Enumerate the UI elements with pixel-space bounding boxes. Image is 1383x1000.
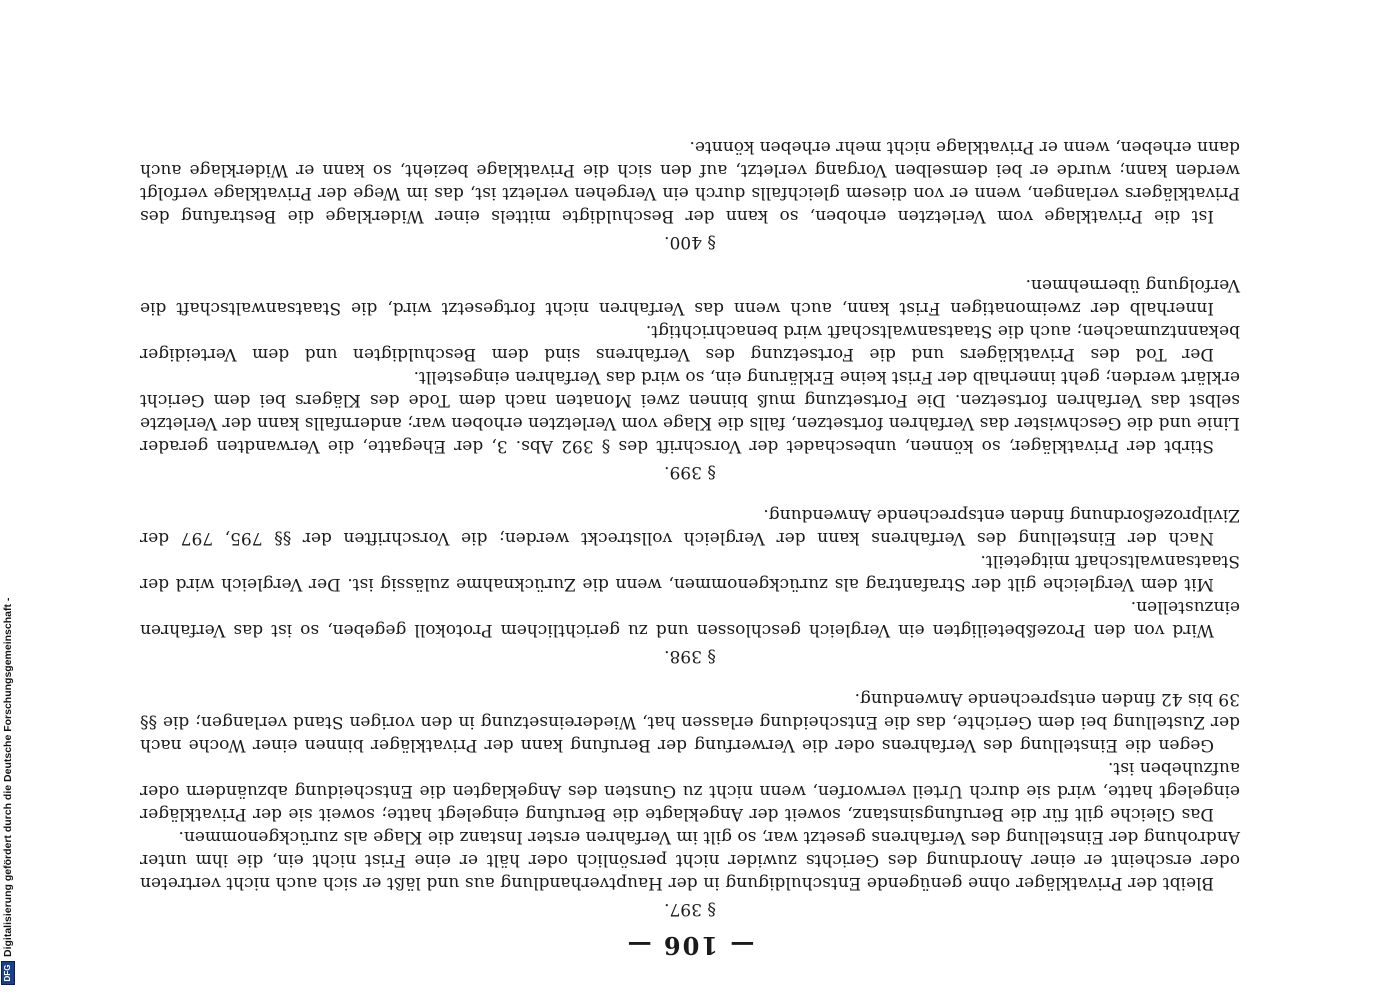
section-399	[140, 273, 1240, 483]
paragraph: Der Tod des Privatklägers und die Fortsetzung des Verfahrens sind dem Beschuldigten und dem Verteidiger bekanntzumachen; auch die Staatsanwaltschaft wird benachrichtigt.	[140, 321, 1240, 364]
paragraph: Mit dem Vergleiche gilt der Strafantrag als zurückgenommen, wenn die Zurücknahme zulässig ist. Der Vergleich wird der Staatsanwaltschaft mitgeteilt.	[140, 551, 1240, 594]
section-398	[140, 503, 1240, 667]
section-400	[140, 135, 1240, 253]
paragraph: Stirbt der Privatkläger, so können, unbeschadet der Vorschrift des § 392 Abs. 3, der Ehegatte, die Verwandten gerader Linie und die Geschwister das Verfahren fortsetzen, falls die Klage vom Verletzten erhoben war; andernfalls kann der Verletzte selbst das Verfahren fortsetzen. Die Fortsetzung muß binnen zwei Monaten nach dem Tode des Klägers bei dem Gericht erklärt werden; geht innerhalb der Frist keine Erklärung ein, so wird das Verfahren eingestellt.	[140, 367, 1240, 456]
funding-notice-text: Digitalisierung gefördert durch die Deutsche Forschungsgemeinschaft -	[2, 597, 14, 957]
paragraph: Innerhalb der zweimonatigen Frist kann, auch wenn das Verfahren nicht fortgesetzt wird, die Staatsanwaltschaft die Verfolgung übernehmen.	[140, 275, 1240, 318]
paragraph: Ist die Privatklage vom Verletzten erhoben, so kann der Beschuldigte mittels einer Widerklage die Bestrafung des Privatklägers verlangen, wenn er von diesem gleichfalls durch ein Vergehen verletzt ist, das im Wege der Privatklage verfolgt werden kann; wurde er bei demselben Vorgang verletzt, auf den sich die Privatklage bezieht, so kann er Widerklage auch dann erheben, wenn er Privatklage nicht mehr erheben könnte.	[140, 137, 1240, 226]
funding-notice	[1, 598, 15, 985]
section-title: § 398.	[664, 646, 716, 666]
section-397	[140, 687, 1240, 920]
page-text-rotated	[140, 40, 1240, 960]
paragraph: Wird von den Prozeßbeteiligten ein Vergleich geschlossen und zu gerichtlichem Protokoll gegeben, so ist das Verfahren einzustellen.	[140, 597, 1240, 640]
paragraph: Das Gleiche gilt für die Berufungsinstanz, soweit der Angeklagte die Berufung eingelegt hatte; soweit sie der Privatkläger eingelegt hatte, wird sie durch Urteil verworfen, wenn nicht zu Gunsten des Angeklagten die Entscheidung abzuändern oder aufzuheben ist.	[140, 758, 1240, 824]
page-number: — 106 —	[625, 931, 755, 960]
dfg-logo-icon: DFG	[1, 961, 15, 985]
paragraph: Bleibt der Privatkläger ohne genügende Entschuldigung in der Hauptverhandlung aus und läßt er sich auch nicht vertreten oder erscheint er einer Anordnung des Gerichts zuwider nicht persönlich oder hält er eine Frist nicht ein, die ihm unter Androhung der Einstellung des Verfahrens gesetzt war, so gilt im Verfahren erster Instanz die Klage als zurückgenommen.	[140, 827, 1240, 893]
section-title: § 397.	[664, 899, 716, 919]
paragraph: Gegen die Einstellung des Verfahrens oder die Verwerfung der Berufung kann der Privatkläger binnen einer Woche nach der Zustellung bei dem Gerichte, das die Entscheidung erlassen hat, Wiedereinsetzung in den vorigen Stand verlangen; die §§ 39 bis 42 finden entsprechende Anwendung.	[140, 689, 1240, 755]
paragraph: Nach der Einstellung des Verfahrens kann der Vergleich vollstreckt werden; die Vorschriften der §§ 795, 797 der Zivilprozeßordnung finden entsprechende Anwendung.	[140, 505, 1240, 548]
section-title: § 400.	[664, 232, 716, 252]
section-title: § 399.	[664, 462, 716, 482]
